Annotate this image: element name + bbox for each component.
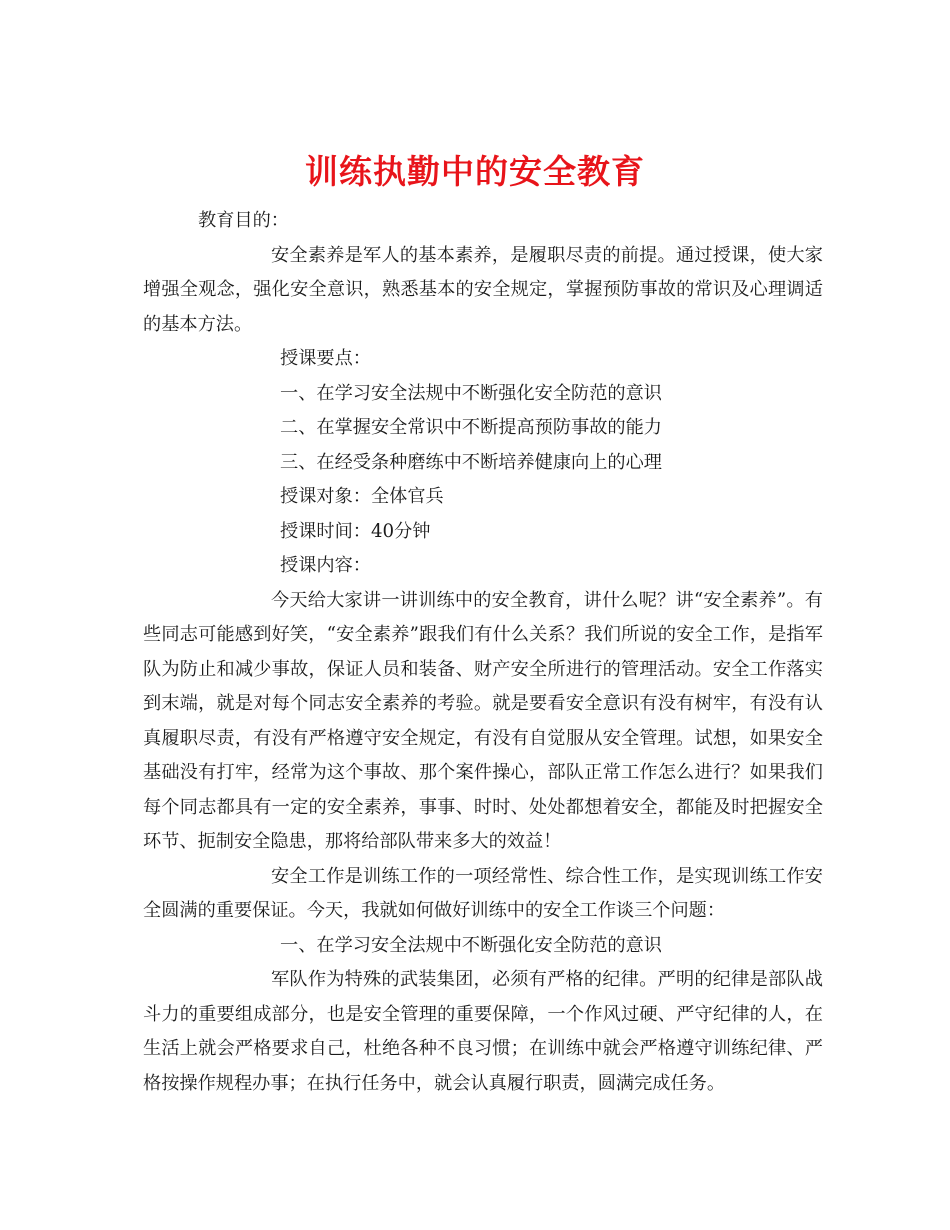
paragraph-purpose: 安全素养是军人的基本素养，是履职尽责的前提。通过授课，使大家增强全观念，强化安全意识，熟悉基本的安全规定，掌握预防事故的常识及心理调适的基本方法。 bbox=[143, 244, 823, 335]
key-point-2: 二、在掌握安全常识中不断提高预防事故的能力 bbox=[280, 417, 662, 438]
paragraph-discipline: 军队作为特殊的武装集团，必须有严格的纪律。严明的纪律是部队战斗力的重要组成部分，也是安全管理的重要保障，一个作风过硬、严守纪律的人，在生活上就会严格要求自己，杜绝各种不良习惯；在训练中就会严格遵守训练纪律、严格按操作规程办事；在执行任务中，就会认真履行职责，圆满完成任务。 bbox=[143, 969, 823, 1094]
duration-line: 授课时间：40分钟 bbox=[280, 520, 431, 542]
key-point-3: 三、在经受条种磨练中不断培养健康向上的心理 bbox=[280, 451, 662, 473]
heading-key-points: 授课要点： bbox=[280, 348, 371, 369]
paragraph-intro: 今天给大家讲一讲训练中的安全教育，讲什么呢？讲“安全素养”。有些同志可能感到好笑，“安全素养”跟我们有什么关系？我们所说的安全工作，是指军队为防止和减少事故，保证人员和装备、财产安全所进行的管理活动。安全工作落实到末端，就是对每个同志安全素养的考验。就是要看安全意识有没有树牢，有没有认真履职尽责，有没有严格遵守安全规定，有没有自觉服从安全管理。试想，如果安全基础没有打牢，经常为这个事故、那个案件操心，部队正常工作怎么进行？如果我们每个同志都具有一定的安全素养，事事、时时、处处都想着安全，都能及时把握安全环节、扼制安全隐患，那将给部队带来多大的效益！ bbox=[143, 589, 823, 852]
document-title: 训练执勤中的安全教育 bbox=[305, 152, 645, 192]
key-point-1: 一、在学习安全法规中不断强化安全防范的意识 bbox=[280, 382, 662, 404]
heading-education-purpose: 教育目的： bbox=[198, 210, 289, 231]
paragraph-overview: 安全工作是训练工作的一项经常性、综合性工作，是实现训练工作安全圆满的重要保证。今天，我就如何做好训练中的安全工作谈三个问题： bbox=[143, 865, 823, 921]
heading-content: 授课内容： bbox=[280, 555, 371, 576]
section-heading-1: 一、在学习安全法规中不断强化安全防范的意识 bbox=[280, 934, 662, 956]
audience-line: 授课对象：全体官兵 bbox=[280, 486, 444, 507]
document-body bbox=[143, 204, 823, 1101]
